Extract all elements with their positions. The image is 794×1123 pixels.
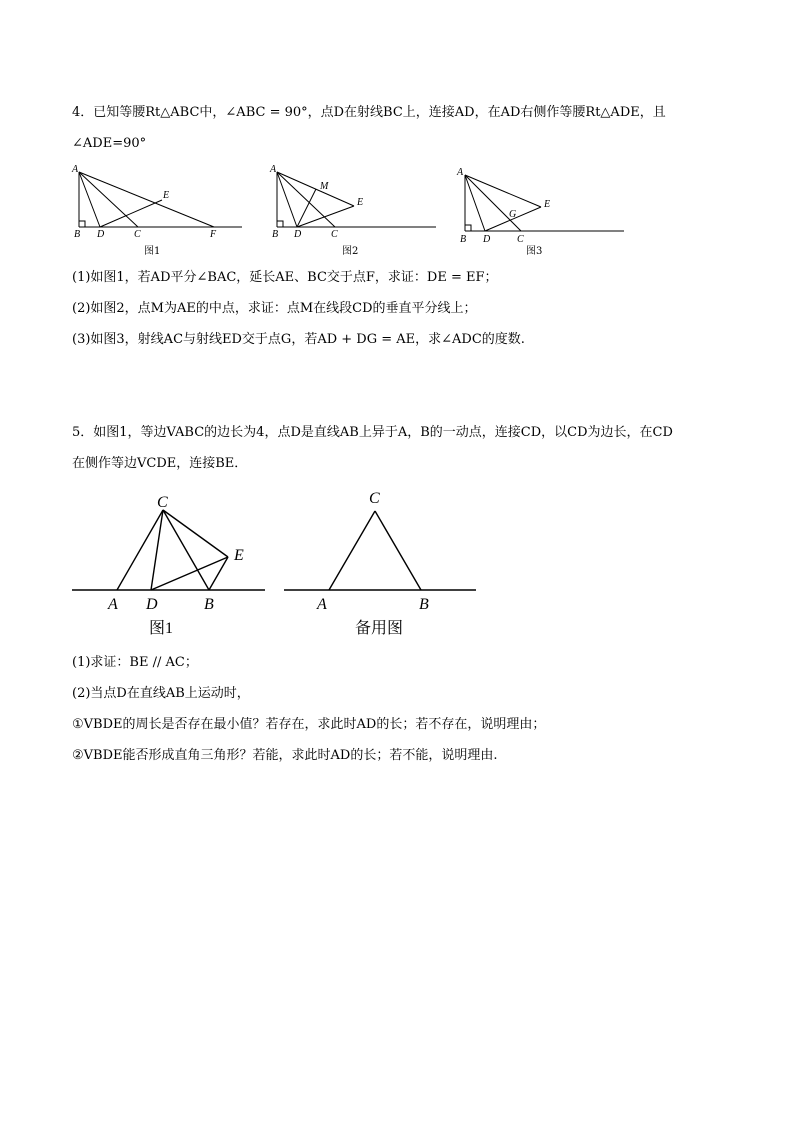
q4-figure-1 bbox=[79, 172, 242, 227]
q5-f1-label-E: E bbox=[234, 547, 244, 564]
q5-figure-2 bbox=[284, 511, 476, 590]
q5-sub1: ①VBDE的周长是否存在最小值？若存在，求此时AD的长；若不存在，说明理由； bbox=[72, 717, 546, 732]
q4-statement-line2: ∠ADE=90° bbox=[72, 136, 147, 151]
q5-f1-label-A: A bbox=[108, 596, 118, 613]
q4-f3-label-B: B bbox=[460, 234, 467, 245]
q4-f3-label-C: C bbox=[517, 234, 524, 245]
q5-f1-label-C: C bbox=[157, 494, 168, 511]
q4-f1-label-A: A bbox=[72, 164, 79, 175]
q5-statement-line1: 5．如图1，等边VABC的边长为4，点D是直线AB上异于A，B的一动点，连接CD，以CD为边长，在CD bbox=[72, 425, 673, 440]
q4-f3-label-A: A bbox=[457, 167, 464, 178]
q5-figures bbox=[0, 480, 794, 640]
q4-figures bbox=[0, 0, 794, 270]
q4-f3-label-G: G bbox=[509, 209, 517, 220]
q4-f1-label-D: D bbox=[97, 229, 105, 240]
q4-f2-label-M: M bbox=[320, 181, 329, 192]
q5-f2-label-C: C bbox=[369, 490, 380, 507]
q5-statement-line2: 在侧作等边VCDE，连接BE． bbox=[72, 456, 248, 471]
q5-f1-label-B: B bbox=[204, 596, 214, 613]
q5-f1-label-D: D bbox=[146, 596, 158, 613]
q4-f1-label-C: C bbox=[134, 229, 141, 240]
q4-f3-label-E: E bbox=[544, 199, 551, 210]
q4-f2-label-A: A bbox=[270, 164, 277, 175]
q5-f2-caption: 备用图 bbox=[355, 620, 404, 637]
q5-f2-label-B: B bbox=[419, 596, 429, 613]
q5-f1-caption: 图1 bbox=[149, 620, 174, 637]
q4-f2-label-B: B bbox=[272, 229, 279, 240]
q4-part2: (2)如图2，点M为AE的中点，求证：点M在线段CD的垂直平分线上； bbox=[72, 301, 477, 316]
q5-sub2: ②VBDE能否形成直角三角形？若能，求此时AD的长；若不能，说明理由. bbox=[72, 748, 498, 763]
q4-f1-label-E: E bbox=[163, 190, 170, 201]
q4-f2-label-C: C bbox=[331, 229, 338, 240]
q5-f2-label-A: A bbox=[317, 596, 327, 613]
q4-part1: (1)如图1，若AD平分∠BAC，延长AE、BC交于点F，求证：DE = EF； bbox=[72, 270, 498, 285]
q4-f2-label-E: E bbox=[357, 197, 364, 208]
q4-f1-label-B: B bbox=[74, 229, 81, 240]
q4-f2-caption: 图2 bbox=[342, 246, 359, 257]
q4-statement-line1: 4．已知等腰Rt△ABC中，∠ABC = 90°，点D在射线BC上，连接AD，在AD右侧作等腰Rt△ADE，且 bbox=[72, 105, 666, 120]
q4-f3-label-D: D bbox=[483, 234, 491, 245]
q4-f2-label-D: D bbox=[294, 229, 302, 240]
q5-part1: (1)求证：BE // AC； bbox=[72, 655, 198, 670]
q4-f1-label-F: F bbox=[210, 229, 217, 240]
q5-part2: (2)当点D在直线AB上运动时， bbox=[72, 686, 250, 701]
q4-f3-caption: 图3 bbox=[526, 246, 543, 257]
q4-part3: (3)如图3，射线AC与射线ED交于点G，若AD + DG = AE，求∠ADC的度数. bbox=[72, 332, 525, 347]
q4-f1-caption: 图1 bbox=[144, 246, 161, 257]
